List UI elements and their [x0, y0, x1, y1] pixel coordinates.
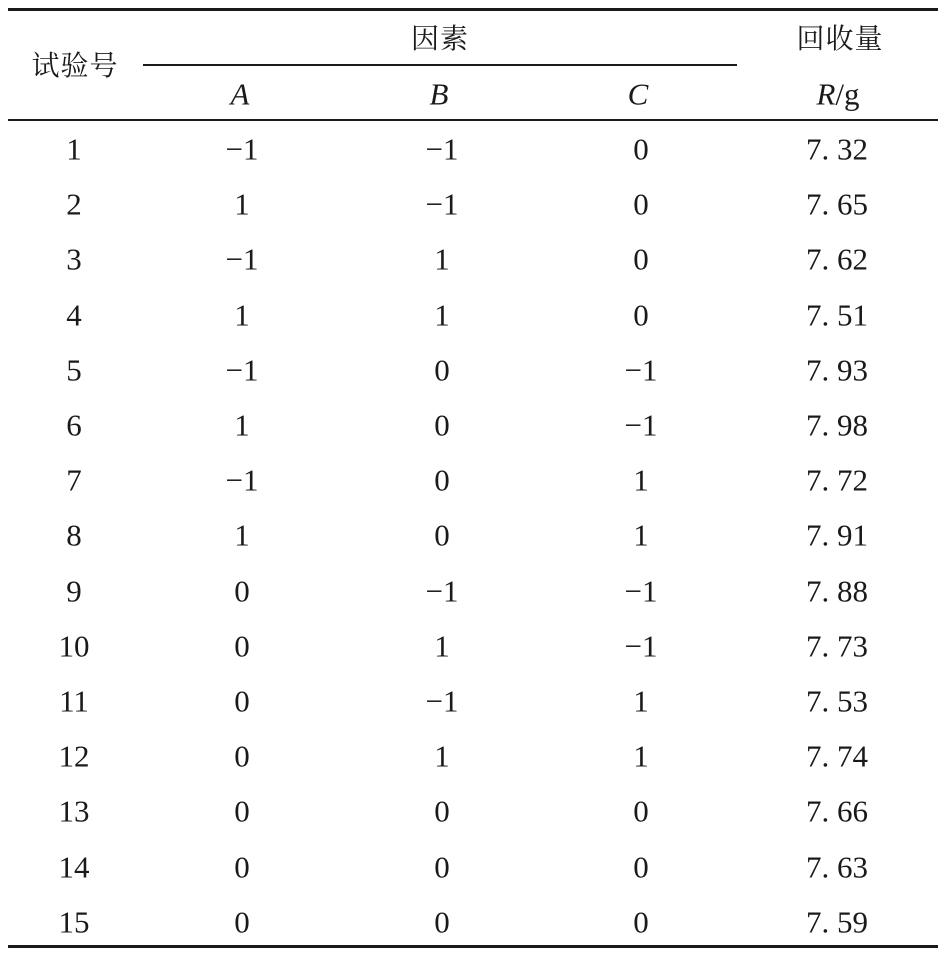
cell-factor-a: 0	[234, 904, 250, 940]
cell-factor-a: 0	[234, 849, 250, 885]
cell-factor-a: 0	[234, 573, 250, 609]
header-trial-number: 试验号	[31, 49, 119, 82]
cell-factor-b: 0	[434, 793, 450, 829]
cell-factor-c: 0	[633, 849, 649, 885]
cell-factor-b: −1	[425, 186, 459, 222]
header-recovery: 回收量	[796, 22, 884, 55]
cell-recovery: 7. 93	[806, 352, 868, 388]
cell-factor-a: −1	[225, 131, 259, 167]
cell-factor-b: 0	[434, 517, 450, 553]
cell-factor-c: 0	[633, 241, 649, 277]
cell-factor-a: −1	[225, 462, 259, 498]
cell-factor-a: 0	[234, 628, 250, 664]
cell-factor-c: 0	[633, 904, 649, 940]
unit-symbol: R	[816, 76, 836, 112]
cell-trial-number: 7	[66, 462, 82, 498]
cell-trial-number: 3	[66, 241, 82, 277]
cell-factor-c: −1	[624, 407, 658, 443]
cell-factor-a: 1	[234, 517, 250, 553]
cell-factor-a: 0	[234, 738, 250, 774]
cell-factor-b: 0	[434, 462, 450, 498]
cell-factor-a: 1	[234, 407, 250, 443]
cell-factor-c: 0	[633, 793, 649, 829]
cell-factor-c: −1	[624, 573, 658, 609]
cell-factor-b: 1	[434, 297, 450, 333]
cell-factor-a: −1	[225, 352, 259, 388]
cell-recovery: 7. 62	[806, 241, 868, 277]
cell-factor-b: 1	[434, 738, 450, 774]
cell-trial-number: 15	[58, 904, 90, 940]
cell-trial-number: 9	[66, 573, 82, 609]
cell-recovery: 7. 66	[806, 793, 868, 829]
cell-factor-c: −1	[624, 352, 658, 388]
cell-factor-b: 1	[434, 241, 450, 277]
cell-trial-number: 14	[58, 849, 90, 885]
cell-factor-b: −1	[425, 683, 459, 719]
cell-trial-number: 2	[66, 186, 82, 222]
cell-recovery: 7. 73	[806, 628, 868, 664]
cell-trial-number: 5	[66, 352, 82, 388]
unit-separator: /	[835, 76, 845, 112]
cell-trial-number: 13	[58, 793, 90, 829]
cell-recovery: 7. 32	[806, 131, 868, 167]
cell-factor-b: 1	[434, 628, 450, 664]
cell-factor-b: −1	[425, 131, 459, 167]
cell-trial-number: 11	[59, 683, 89, 719]
header-factor-a: A	[230, 76, 250, 112]
cell-recovery: 7. 53	[806, 683, 868, 719]
cell-factor-c: 1	[633, 462, 649, 498]
cell-trial-number: 1	[66, 131, 82, 167]
cell-factor-b: −1	[425, 573, 459, 609]
cell-recovery: 7. 91	[806, 517, 868, 553]
unit-gram: g	[844, 76, 860, 112]
cell-factor-c: 0	[633, 186, 649, 222]
cell-factor-b: 0	[434, 904, 450, 940]
cell-factor-c: 1	[633, 517, 649, 553]
cell-factor-c: 1	[633, 738, 649, 774]
header-factor-c: C	[627, 76, 649, 112]
cell-recovery: 7. 72	[806, 462, 868, 498]
cell-factor-a: 1	[234, 297, 250, 333]
cell-factor-c: 0	[633, 297, 649, 333]
cell-recovery: 7. 63	[806, 849, 868, 885]
cell-trial-number: 4	[66, 297, 82, 333]
cell-trial-number: 10	[58, 628, 90, 664]
cell-recovery: 7. 88	[806, 573, 868, 609]
cell-factor-a: 0	[234, 683, 250, 719]
table-bottom-rule	[8, 945, 938, 948]
header-recovery-unit	[816, 76, 860, 112]
header-bottom-rule	[8, 119, 938, 121]
cell-factor-b: 0	[434, 407, 450, 443]
cell-factor-c: 0	[633, 131, 649, 167]
cell-factor-c: 1	[633, 683, 649, 719]
header-factor-b: B	[429, 76, 449, 112]
table-top-rule	[8, 8, 938, 11]
cell-trial-number: 8	[66, 517, 82, 553]
cell-factor-a: −1	[225, 241, 259, 277]
cell-recovery: 7. 59	[806, 904, 868, 940]
cell-factor-b: 0	[434, 352, 450, 388]
cell-recovery: 7. 51	[806, 297, 868, 333]
cell-factor-a: 1	[234, 186, 250, 222]
factors-span-rule	[143, 64, 737, 66]
cell-factor-a: 0	[234, 793, 250, 829]
cell-factor-b: 0	[434, 849, 450, 885]
header-factors: 因素	[410, 22, 470, 55]
cell-recovery: 7. 65	[806, 186, 868, 222]
cell-recovery: 7. 98	[806, 407, 868, 443]
cell-trial-number: 12	[58, 738, 90, 774]
cell-factor-c: −1	[624, 628, 658, 664]
cell-trial-number: 6	[66, 407, 82, 443]
cell-recovery: 7. 74	[806, 738, 868, 774]
